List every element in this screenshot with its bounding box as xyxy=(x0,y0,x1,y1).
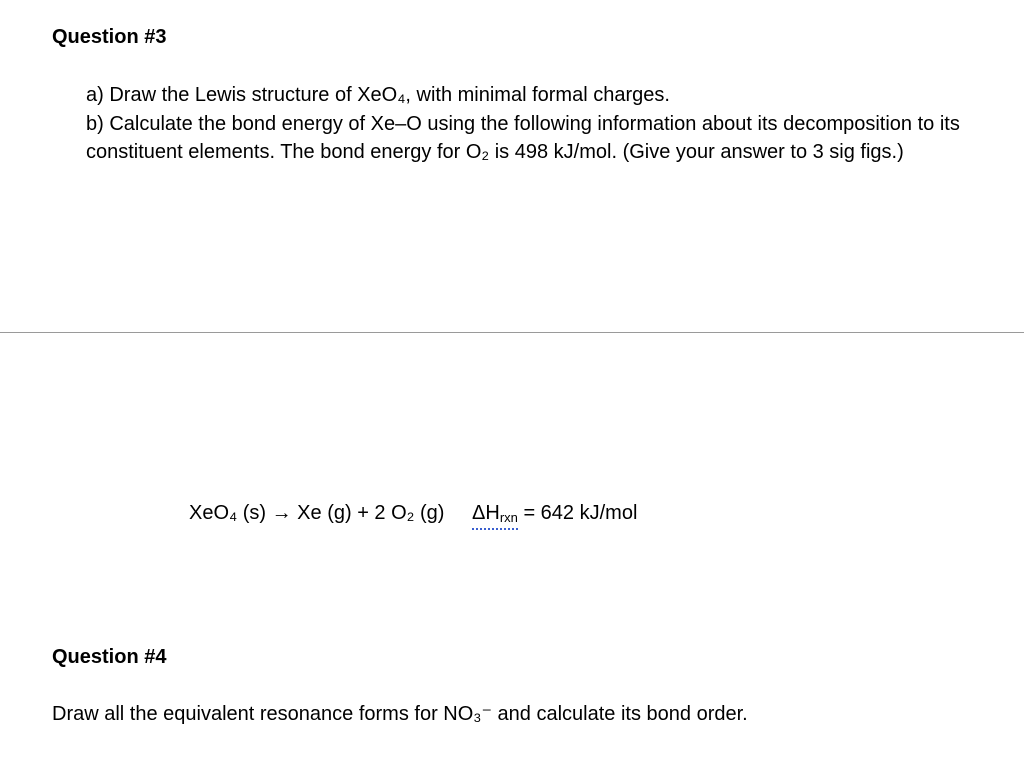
question-3-part-b: b) Calculate the bond energy of Xe–O using the following information about its decomposition to its constituent elements. The bond energy for O₂ is 498 kJ/mol. (Give your answer to 3 sig figs.) xyxy=(86,112,960,163)
question-3-parts xyxy=(86,81,966,167)
enthalpy-value: = 642 kJ/mol xyxy=(523,502,638,524)
reaction-text: XeO₄ (s) → Xe (g) + 2 O₂ (g) xyxy=(189,502,445,524)
enthalpy-label xyxy=(472,503,518,530)
question-4-title: Question #4 xyxy=(52,646,167,668)
section-divider xyxy=(0,332,1024,333)
decomposition-equation xyxy=(189,500,637,530)
question-4-body: Draw all the equivalent resonance forms for NO₃⁻ and calculate its bond order. xyxy=(52,703,748,725)
question-3-part-a: a) Draw the Lewis structure of XeO₄, with minimal formal charges. xyxy=(86,84,670,106)
enthalpy-subscript: rxn xyxy=(499,510,518,525)
question-3-title: Question #3 xyxy=(52,26,167,48)
enthalpy-symbol: ΔH xyxy=(472,502,500,524)
